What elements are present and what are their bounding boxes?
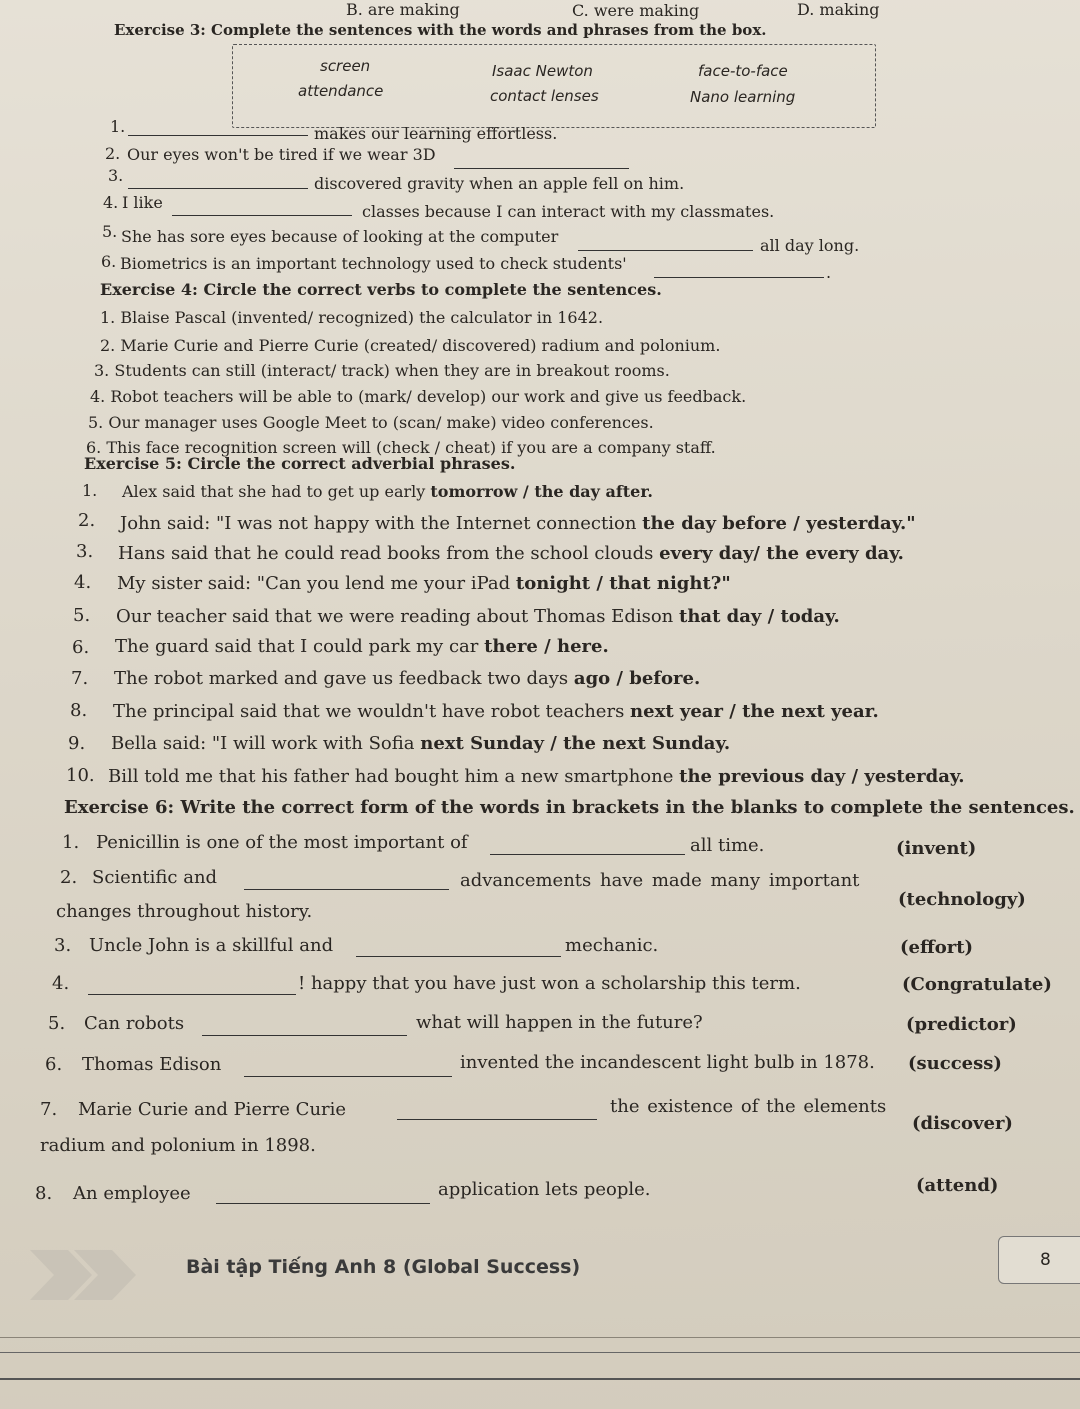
ex5-item (117, 573, 731, 594)
ex6-item-text: Penicillin is one of the most important of (96, 832, 468, 853)
ex6-item-text: invented the incandescent light bulb in 1878. (460, 1052, 875, 1073)
ex6-item-number: 1. (62, 832, 80, 853)
ex6-hint: (attend) (916, 1175, 999, 1196)
ex6-item-text: Scientific and (92, 867, 218, 888)
ex5-item-text: Hans said that he could read books from the school clouds (118, 543, 654, 564)
answer-blank[interactable] (172, 214, 352, 216)
ex6-item-text: ! happy that you have just won a scholarship this term. (298, 973, 801, 994)
ex4-item: 4. Robot teachers will be able to (mark/ develop) our work and give us feedback. (90, 387, 747, 406)
ex6-item-text: advancements have made many important (460, 870, 860, 891)
ex5-item-number: 8. (70, 700, 88, 721)
ex6-item-text: the existence of the elements (610, 1096, 887, 1117)
answer-blank[interactable] (490, 853, 685, 855)
ex5-item (108, 766, 965, 787)
ex6-item-number: 5. (48, 1013, 66, 1034)
ex3-item-number: 1. (110, 117, 126, 136)
ex5-item-number: 3. (76, 541, 94, 562)
ex5-item-number: 7. (71, 668, 89, 689)
ex5-item-text: Bill told me that his father had bought him a new smartphone (108, 766, 674, 787)
ex6-item-number: 7. (40, 1099, 58, 1120)
ex5-item-text: Alex said that she had to get up early (122, 482, 426, 501)
ex5-item-text: The guard said that I could park my car (115, 636, 479, 657)
ex3-item-text: discovered gravity when an apple fell on him. (314, 174, 685, 193)
ex3-item-text: all day long. (760, 236, 860, 255)
ex3-item-number: 6. (101, 252, 117, 271)
ex5-item-text: Bella said: "I will work with Sofia (111, 733, 415, 754)
ex3-item-number: 5. (102, 222, 118, 241)
ex6-hint: (technology) (898, 889, 1026, 910)
option-c: C. were making (572, 1, 700, 20)
ex6-item-text: radium and polonium in 1898. (40, 1135, 316, 1156)
ex6-item-text: Marie Curie and Pierre Curie (78, 1099, 347, 1120)
ex6-item-text: application lets people. (438, 1179, 651, 1200)
page-number-tab (998, 1236, 1080, 1284)
ex5-item-choices[interactable]: tomorrow / the day after. (430, 482, 653, 501)
ex5-item (122, 482, 653, 501)
ex6-item-text: what will happen in the future? (416, 1012, 703, 1033)
ex5-item-number: 5. (73, 605, 91, 626)
ex4-item: 5. Our manager uses Google Meet to (scan/ make) video conferences. (88, 413, 654, 432)
answer-blank[interactable] (397, 1118, 597, 1120)
answer-blank[interactable] (578, 249, 753, 251)
ex6-item-text: changes throughout history. (56, 901, 313, 922)
answer-blank[interactable] (216, 1202, 430, 1204)
ex5-item-choices[interactable]: ago / before. (573, 668, 701, 689)
ex5-item-text: The principal said that we wouldn't have robot teachers (113, 701, 625, 722)
ex3-item-number: 4. (103, 193, 119, 212)
ex3-item-text: makes our learning effortless. (314, 124, 558, 143)
ex6-item-text: all time. (690, 835, 765, 856)
ex3-item-text: Biometrics is an important technology used to check students' (120, 254, 627, 273)
ex5-item-number: 10. (66, 765, 95, 786)
ex6-hint: (effort) (900, 937, 974, 958)
ex5-item-number: 4. (74, 572, 92, 593)
answer-blank[interactable] (244, 888, 449, 890)
ex5-item-choices[interactable]: that day / today. (679, 606, 840, 627)
ex5-item (114, 668, 700, 689)
ex5-item-number: 2. (78, 510, 96, 531)
ex6-hint: (Congratulate) (902, 974, 1052, 995)
ex5-item-text: The robot marked and gave us feedback two days (114, 668, 569, 689)
ex5-item-number: 6. (72, 637, 90, 658)
ex5-item (120, 513, 916, 534)
option-d: D. making (797, 0, 880, 19)
ex6-item-number: 3. (54, 935, 72, 956)
ex5-item (118, 543, 904, 564)
box-word: face-to-face (698, 62, 788, 80)
ex5-item-choices[interactable]: tonight / that night?" (515, 573, 731, 594)
divider (0, 1378, 1080, 1380)
ex5-item-choices[interactable]: the previous day / yesterday. (679, 766, 965, 787)
ex5-item-text: John said: "I was not happy with the Internet connection (120, 513, 637, 534)
ex5-item-text: Our teacher said that we were reading about Thomas Edison (116, 606, 674, 627)
box-word: screen (320, 57, 371, 75)
answer-blank[interactable] (128, 187, 308, 189)
ex6-hint: (success) (908, 1053, 1002, 1074)
ex6-hint: (predictor) (906, 1014, 1017, 1035)
ex6-item-text: Thomas Edison (82, 1054, 222, 1075)
ex4-item: 2. Marie Curie and Pierre Curie (created/ discovered) radium and polonium. (100, 336, 721, 355)
double-chevron-icon (30, 1250, 140, 1300)
box-word: Nano learning (690, 88, 796, 106)
ex6-item-text: mechanic. (565, 935, 659, 956)
divider (0, 1352, 1080, 1353)
answer-blank[interactable] (202, 1034, 407, 1036)
ex6-hint: (discover) (912, 1113, 1013, 1134)
ex5-item-number: 9. (68, 733, 86, 754)
option-b: B. are making (346, 0, 460, 19)
footer-book-title: Bài tập Tiếng Anh 8 (Global Success) (186, 1256, 581, 1278)
ex3-item-number: 2. (105, 144, 121, 163)
answer-blank[interactable] (88, 993, 296, 995)
ex6-item-text: An employee (73, 1183, 191, 1204)
exercise-4-title: Exercise 4: Circle the correct verbs to complete the sentences. (100, 280, 662, 299)
ex3-item-number: 3. (108, 166, 124, 185)
ex4-item: 6. This face recognition screen will (check / cheat) if you are a company staff. (86, 438, 716, 457)
answer-blank[interactable] (356, 955, 561, 957)
page-number: 8 (1040, 1250, 1051, 1270)
ex5-item (115, 636, 609, 657)
ex3-item-text: . (826, 263, 832, 282)
answer-blank[interactable] (454, 167, 629, 169)
ex5-item-choices[interactable]: there / here. (484, 636, 609, 657)
ex5-item (113, 701, 879, 722)
ex5-item-choices[interactable]: every day/ the every day. (659, 543, 904, 564)
ex3-item-text: Our eyes won't be tired if we wear 3D (127, 145, 436, 164)
ex6-hint: (invent) (896, 838, 977, 859)
ex4-item: 1. Blaise Pascal (invented/ recognized) the calculator in 1642. (100, 308, 604, 327)
exercise-6-title: Exercise 6: Write the correct form of the words in brackets in the blanks to complete the sentences. (64, 797, 1075, 818)
ex3-item-text: classes because I can interact with my classmates. (362, 202, 775, 221)
answer-blank[interactable] (244, 1075, 452, 1077)
ex6-item-text: Uncle John is a skillful and (89, 935, 334, 956)
ex5-item-number: 1. (82, 481, 98, 500)
ex5-item (111, 733, 730, 754)
ex5-item-choices[interactable]: the day before / yesterday." (642, 513, 916, 534)
ex6-item-number: 2. (60, 867, 78, 888)
box-word: attendance (298, 82, 384, 100)
ex6-item-number: 6. (45, 1054, 63, 1075)
ex5-item (116, 606, 840, 627)
ex6-item-number: 4. (52, 973, 70, 994)
ex4-item: 3. Students can still (interact/ track) when they are in breakout rooms. (94, 361, 670, 380)
box-word: Isaac Newton (492, 62, 593, 80)
answer-blank[interactable] (128, 134, 308, 136)
divider (0, 1337, 1080, 1338)
ex3-item-text: I like (122, 193, 163, 212)
box-word: contact lenses (490, 87, 599, 105)
ex6-item-number: 8. (35, 1183, 53, 1204)
ex6-item-text: Can robots (84, 1013, 185, 1034)
exercise-3-title: Exercise 3: Complete the sentences with the words and phrases from the box. (114, 21, 767, 39)
ex5-item-choices[interactable]: next Sunday / the next Sunday. (420, 733, 731, 754)
answer-blank[interactable] (654, 276, 824, 278)
ex5-item-choices[interactable]: next year / the next year. (630, 701, 879, 722)
exercise-5-title: Exercise 5: Circle the correct adverbial phrases. (84, 454, 516, 473)
ex3-item-text: She has sore eyes because of looking at the computer (121, 227, 559, 246)
ex5-item-text: My sister said: "Can you lend me your iPad (117, 573, 511, 594)
